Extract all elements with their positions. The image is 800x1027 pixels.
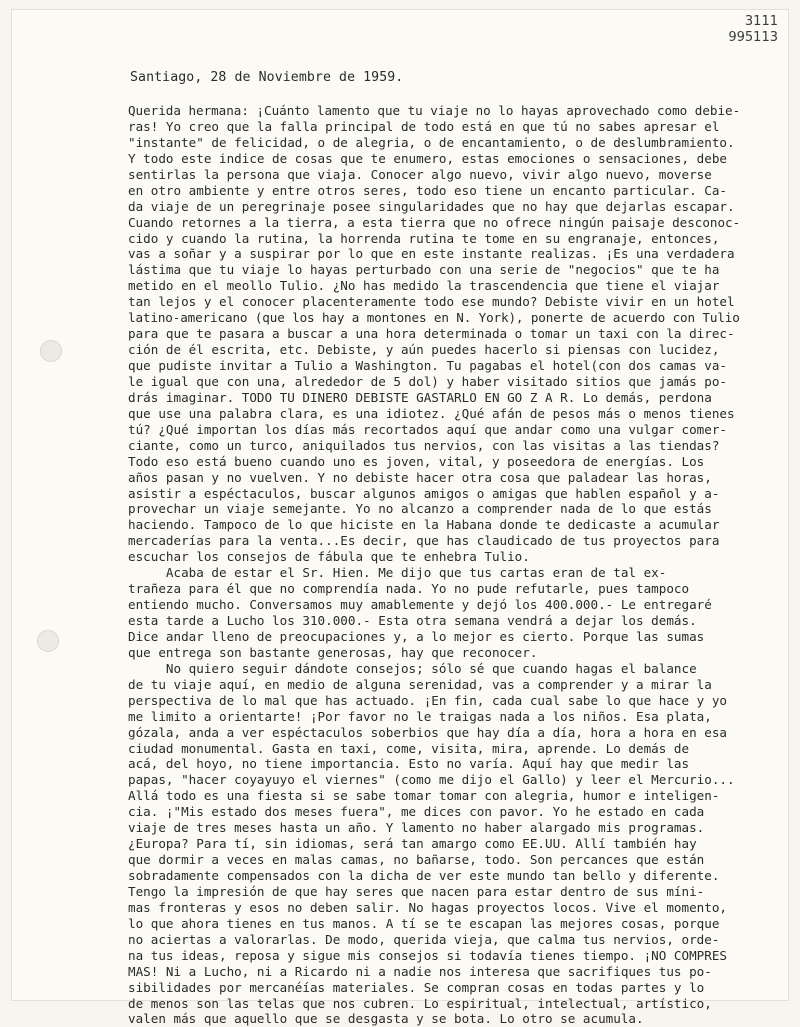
- letter-line: Todo eso está bueno cuando uno es joven, vital, y poseedora de energías. Los: [128, 453, 705, 469]
- letter-line: ción de él escrita, etc. Debiste, y aún puedes hacerlo si piensas con lucidez,: [128, 342, 720, 358]
- letter-line: de tu viaje aquí, en medio de alguna serenidad, vas a comprender y a mirar la: [128, 676, 712, 692]
- letter-line: gózala, anda a ver espéctaculos soberbios que hay día a día, hora a hora en esa: [128, 724, 727, 740]
- letter-line: sentirlas la persona que viaja. Conocer algo nuevo, vivir algo nuevo, moverse: [128, 166, 712, 182]
- letter-body: [128, 103, 740, 1027]
- letter-line: perspectiva de lo mal que has actuado. ¡En fin, cada cual sabe lo que hace y yo: [128, 692, 727, 708]
- letter-line: tú? ¿Qué importan los días más recortados aquí que andar como una vulgar comer-: [128, 421, 727, 437]
- letter-line: haciendo. Tampoco de lo que hiciste en la Habana donde te dedicaste a acumular: [128, 517, 720, 533]
- letter-line: drás imaginar. TODO TU DINERO DEBISTE GASTARLO EN GO Z A R. Lo demás, perdona: [128, 389, 712, 405]
- letter-line: latino-americano (que los hay a montones en N. York), ponerte de acuerdo con Tulio: [128, 310, 740, 326]
- letter-line: trañeza para él que no comprendía nada. Yo no pude refutarle, pues tampoco: [128, 581, 690, 597]
- letter-line: que pudiste invitar a Tulio a Washington. Tu pagabas el hotel(con dos camas va-: [128, 358, 727, 373]
- archive-code-line: 995113: [728, 30, 778, 45]
- letter-line: esta tarde a Lucho los 310.000.- Esta otra semana vendrá a dejar los demás.: [128, 613, 697, 628]
- letter-line: viaje de tres meses hasta un año. Y lamento no haber alargado mis programas.: [128, 820, 705, 836]
- letter-line: da viaje de un peregrinaje posee singularidades que no hay que dejarlas escapar.: [128, 198, 735, 214]
- letter-line: mercaderías para la venta...Es decir, que has claudicado de tus proyectos para: [128, 533, 720, 549]
- archive-code: [728, 14, 778, 46]
- letter-line: Allá todo es una fiesta si se sabe tomar tomar con alegria, humor e inteligen-: [128, 788, 720, 804]
- letter-line: me limito a orientarte! ¡Por favor no le traigas nada a los niños. Esa plata,: [128, 708, 712, 724]
- letter-line: acá, del hoyo, no tiene importancia. Esto no varía. Aquí hay que medir las: [128, 756, 690, 772]
- letter-line: que dormir a veces en malas camas, no bañarse, todo. Son percances que están: [128, 852, 705, 868]
- letter-line: lo que ahora tienes en tus manos. A tí se te escapan las mejores cosas, porque: [128, 915, 720, 931]
- letter-line: lástima que tu viaje lo hayas perturbado con una serie de "negocios" que te ha: [128, 262, 720, 278]
- letter-line: mas fronteras y esos no deben salir. No hagas proyectos locos. Vive el momento,: [128, 899, 727, 915]
- letter-line: años pasan y no vuelven. Y no debiste hacer otra cosa que paladear las horas,: [128, 469, 712, 485]
- letter-line: cia. ¡"Mis estado dos meses fuera", me dices con pavor. Yo he estado en cada: [128, 804, 705, 820]
- letter-line: ciudad monumental. Gasta en taxi, come, visita, mira, aprende. Lo demás de: [128, 740, 690, 756]
- letter-line: tan lejos y el conocer placenteramente todo ese mundo? Debiste vivir en un hotel: [128, 294, 735, 310]
- letter-line: provechar un viaje semejante. Yo no alcanzo a comprender nada de lo que estás: [128, 501, 712, 517]
- letter-line: entiendo mucho. Conversamos muy amablemente y dejó los 400.000.- Le entregaré: [128, 597, 712, 613]
- punch-hole-lower: [37, 630, 59, 652]
- letter-line: "instante" de felicidad, o de alegria, o de encantamiento, o de deslumbramiento.: [128, 134, 735, 150]
- letter-line: MAS! Ni a Lucho, ni a Ricardo ni a nadie nos interesa que sacrifiques tus po-: [128, 963, 712, 979]
- letter-line: ras! Yo creo que la falla principal de todo está en que tú no sabes apresar el: [128, 118, 720, 134]
- letter-line: Tengo la impresión de que hay seres que nacen para estar dentro de sus míni-: [128, 883, 705, 899]
- letter-line: cido y cuando la rutina, la horrenda rutina te tome en su engranaje, entonces,: [128, 230, 720, 246]
- letter-line: valen más que aquello que se desgasta y se bota. Lo otro se acumula.: [128, 1011, 644, 1027]
- letter-line: asistir a espéctaculos, buscar algunos amigos o amigas que hablen español y a-: [128, 485, 720, 501]
- letter-line: na tus ideas, reposa y sigue mis consejos si todavía tienes tiempo. ¡NO COMPRES: [128, 947, 727, 963]
- letter-line: papas, "hacer coyayuyo el viernes" (como me dijo el Gallo) y leer el Mercurio...: [128, 772, 735, 788]
- letter-line: Acaba de estar el Sr. Hien. Me dijo que tus cartas eran de tal ex-: [128, 565, 667, 581]
- letter-line: Querida hermana: ¡Cuánto lamento que tu viaje no lo hayas aprovechado como debie-: [128, 103, 741, 118]
- letter-line: que entrega son bastante generosas, hay que reconocer.: [128, 644, 538, 660]
- letter-line: le igual que con una, alrededor de 5 dol) y haber visitado sitios que jamás po-: [128, 373, 727, 389]
- letter-line: sobradamente compensados con la dicha de ver este mundo tan bello y diferente.: [128, 868, 720, 883]
- letter-line: no aciertas a valorarlas. De modo, querida vieja, que calma tus nervios, orde-: [128, 931, 720, 947]
- letter-line: ¿Europa? Para tí, sin idiomas, será tan amargo como EE.UU. Allí también hay: [128, 836, 697, 852]
- letter-line: en otro ambiente y entre otros seres, todo eso tiene un encanto particular. Ca-: [128, 182, 727, 198]
- letter-line: para que te pasara a buscar a una hora determinada o tomar un taxi con la direc-: [128, 326, 735, 342]
- letter-line: Y todo este indice de cosas que te enumero, estas emociones o sensaciones, debe: [128, 150, 727, 166]
- archive-code-line: 3111: [744, 14, 778, 29]
- letter-line: No quiero seguir dándote consejos; sólo sé que cuando hagas el balance: [128, 660, 697, 676]
- letter-line: metido en el meollo Tulio. ¿No has medido la trascendencia que tiene el viajar: [128, 278, 720, 294]
- letter-line: escuchar los consejos de fábula que te enhebra Tulio.: [128, 549, 530, 565]
- letter-dateline: Santiago, 28 de Noviembre de 1959.: [130, 70, 404, 85]
- letter-line: ciante, como un turco, aniquilados tus nervios, con las visitas a las tiendas?: [128, 437, 720, 453]
- letter-line: de menos son las telas que nos cubren. Lo espiritual, intelectual, artístico,: [128, 995, 712, 1011]
- letter-line: vas a soñar y a suspirar por lo que en este instante realizas. ¡Es una verdadera: [128, 246, 735, 262]
- letter-line: Cuando retornes a la tierra, a esta tierra que no ofrece ningún paisaje desconoc-: [128, 214, 741, 230]
- letter-line: que use una palabra clara, es una idiotez. ¿Qué afán de pesos más o menos tienes: [128, 405, 735, 421]
- letter-line: sibilidades por mercanéías materiales. Se compran cosas en todas partes y lo: [128, 979, 705, 995]
- punch-hole-upper: [40, 340, 62, 362]
- letter-line: Dice andar lleno de preocupaciones y, a lo mejor es cierto. Porque las sumas: [128, 628, 705, 644]
